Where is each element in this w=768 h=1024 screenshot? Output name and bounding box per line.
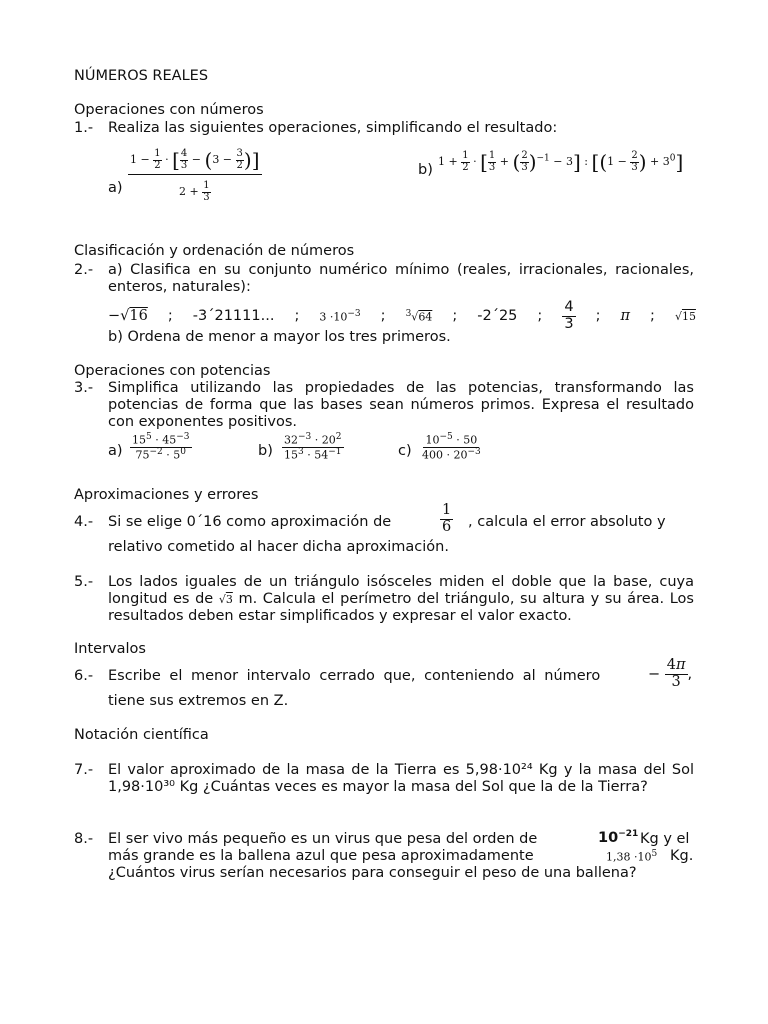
- list-item: -3´21111...: [192, 308, 275, 325]
- item-label-a: a): [108, 443, 123, 459]
- number-minus-4pi-3: − $\frac{4\pi}{3}$ ,: [648, 657, 693, 690]
- number-list: −√16 ; -3´21111... ; $3 \cdot 10^{-3}$ ; $^3$√64 ; -2´25 ; $\frac{4}{3}$ ; π ; √15: [108, 299, 696, 332]
- exercise-number: 1.-: [74, 120, 94, 136]
- list-item: -2´25: [477, 308, 518, 325]
- exercise-number: 8.-: [74, 831, 94, 847]
- exercise-text: más grande es la ballena azul que pesa aproximadamente: [108, 848, 534, 864]
- formula-3b: $\frac{32^{-3} \cdot 20^2}{15^3 \cdot 54^{-1}}$: [284, 432, 342, 462]
- exercise-text: El ser vivo más pequeño es un virus que pesa del orden de: [108, 831, 538, 847]
- list-item: π: [620, 308, 631, 325]
- list-item: $3 \cdot 10^{-3}$: [319, 309, 361, 324]
- exercise-number: 7.-: [74, 762, 94, 778]
- exercise-text: Simplifica utilizando las propiedades de las potencias, transformando las potencias de forma que las bases sean números primos. Expresa el resultado con exponentes positivos.: [108, 380, 694, 430]
- formula-1b: 1 + $\frac{1}{2}$ · [ $\frac{1}{3}$ + ( $\frac{2}{3}$ )$^{-1}$ − 3] : [(1 − $\frac{2}{3}$ ) + $3^0$]: [438, 150, 684, 174]
- exercise-number: 4.-: [74, 514, 94, 530]
- list-item: √15: [674, 309, 696, 323]
- section-heading-notacion: Notación científica: [74, 727, 209, 743]
- exercise-text-part: m. Calcula el perímetro del triángulo, su altura y su área. Los resultados deben estar simplificados y expresar el valor exacto.: [108, 591, 694, 624]
- item-label-b: b): [418, 162, 433, 178]
- exercise-text: Kg.: [670, 848, 694, 864]
- exercise-text: Realiza las siguientes operaciones, simplificando el resultado:: [108, 120, 558, 136]
- section-heading-clasificacion: Clasificación y ordenación de números: [74, 243, 355, 259]
- exercise-text: relativo cometido al hacer dicha aproximación.: [108, 539, 449, 555]
- exercise-number: 6.-: [74, 668, 94, 684]
- item-label-c: c): [398, 443, 412, 459]
- exercise-text: El valor aproximado de la masa de la Tierra es 5,98·10²⁴ Kg y la masa del Sol 1,98·10³⁰ Kg ¿Cuántas veces es mayor la masa del Sol que la de la Tierra?: [108, 762, 694, 795]
- exercise-text: [108, 574, 694, 625]
- exercise-text: Si se elige 0´16 como aproximación de: [108, 514, 392, 530]
- section-heading-aproximaciones: Aproximaciones y errores: [74, 487, 259, 503]
- formula-3a: $\frac{15^5 \cdot 45^{-3}}{75^{-2} \cdot 5^0}$: [132, 432, 190, 462]
- exercise-text-part: Escribe el menor intervalo cerrado que, conteniendo al número: [108, 668, 601, 684]
- exercise-text: a) Clasifica en su conjunto numérico mínimo (reales, irracionales, racionales, enteros, naturales):: [108, 262, 694, 295]
- list-item: $\frac{4}{3}$: [564, 299, 574, 332]
- section-heading-intervalos: Intervalos: [74, 641, 146, 657]
- list-item: $^3$√64: [405, 309, 433, 324]
- exercise-text-part: Los lados iguales de un triángulo isósceles miden el doble que la base, cuya longitud es de: [108, 574, 694, 607]
- exercise-text: , calcula el error absoluto y: [468, 514, 666, 530]
- page-title: NÚMEROS REALES: [74, 68, 209, 84]
- formula-3c: $\frac{10^{-5} \cdot 50}{400 \cdot 20^{-3}}$: [422, 432, 481, 462]
- item-label-b: b): [258, 443, 273, 459]
- sqrt-3: √3: [218, 593, 233, 606]
- exercise-text: [108, 668, 628, 684]
- list-item: −√16: [108, 308, 148, 325]
- fraction-1-6: $\frac{1}{6}$: [442, 502, 452, 535]
- exercise-subitem: b) Ordena de menor a mayor los tres primeros.: [108, 329, 451, 345]
- exercise-number: 2.-: [74, 262, 94, 278]
- section-heading-potencias: Operaciones con potencias: [74, 363, 271, 379]
- exercise-text: tiene sus extremos en Z.: [108, 693, 289, 709]
- exercise-text: Kg y el: [640, 831, 690, 847]
- formula-1a: 1 − $\frac{1}{2}$ · [ $\frac{4}{3}$ − (3 − $\frac{3}{2}$ )] 2 + $\frac{1}{3}$: [130, 148, 260, 203]
- item-label-a: a): [108, 180, 123, 196]
- section-heading-operaciones: Operaciones con números: [74, 102, 264, 118]
- exercise-text: ¿Cuántos virus serían necesarios para conseguir el peso de una ballena?: [108, 865, 637, 881]
- power-10-minus-21: $10^{-21}$: [598, 829, 639, 846]
- exercise-number: 5.-: [74, 574, 94, 590]
- whale-mass: $1,38 \cdot 10^5$: [606, 849, 658, 864]
- exercise-number: 3.-: [74, 380, 94, 396]
